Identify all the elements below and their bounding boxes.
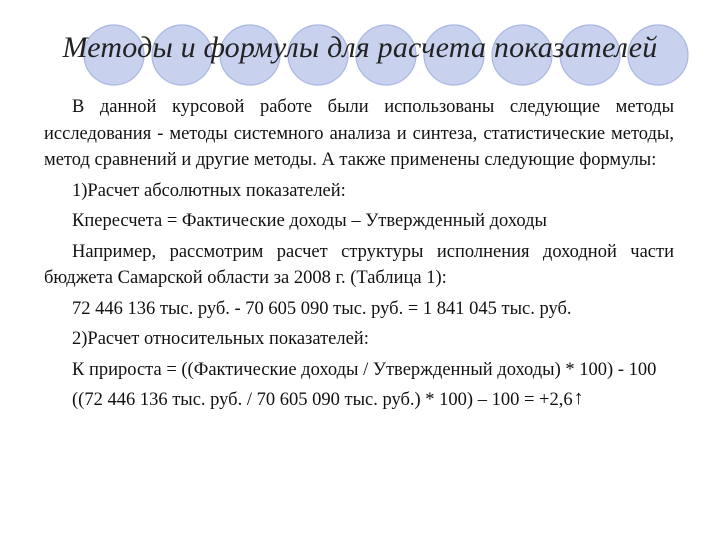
calc1: 72 446 136 тыс. руб. - 70 605 090 тыс. руб. = 1 841 045 тыс. руб. [72,298,572,319]
formula2: К прироста = ((Фактические доходы / Утвержденный доходы) * 100) - 100 [72,359,657,380]
intro-paragraph: В данной курсовой работе были использованы следующие методы исследования - методы системного анализа и синтеза, статистические методы, метод сравнений и другие методы. А также применены следующие формулы: [44,97,674,170]
calc2-line [44,387,674,414]
item2-heading: 2)Расчет относительных показателей: [72,329,369,349]
formula1: Кпересчета = Фактические доходы – Утвержденный доходы [72,211,547,231]
item1-heading: 1)Расчет абсолютных показателей: [72,180,346,201]
up-arrow-icon: ↑ [573,387,584,409]
example-paragraph: Например, рассмотрим расчет структуры исполнения доходной части бюджета Самарской области за 2008 г. (Таблица 1): [44,241,674,288]
slide-body [44,94,674,414]
slide-title: Методы и формулы для расчета показателей [62,31,658,64]
calc2: ((72 446 136 тыс. руб. / 70 605 090 тыс. руб.) * 100) – 100 = +2,6 [72,390,573,410]
